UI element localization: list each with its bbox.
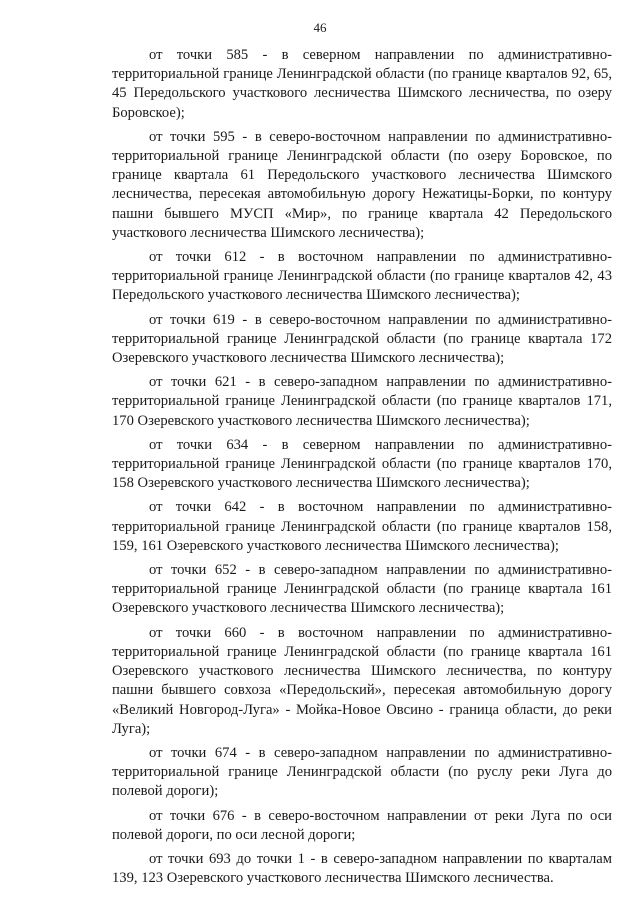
boundary-paragraph-point-676: от точки 676 - в северо-восточном направлении от реки Луга по оси полевой дороги, по оси лесной дороги; bbox=[112, 807, 612, 843]
boundary-paragraph-point-693: от точки 693 до точки 1 - в северо-западном направлении по кварталам 139, 123 Озеревского участкового лесничества Шимского лесничества. bbox=[112, 850, 612, 887]
boundary-paragraph-point-595: от точки 595 - в северо-восточном направлении по административно-территориальной границе Ленинградской области (по озеру Боровское, по границе квартала 61 Передольского участкового лесничества Шимского лесничества, пересекая автомобильную дорогу Нежатицы-Борки, по контуру пашни бывшего МУСП «Мир», по границе квартала 42 Передольского участкового лесничества Шимского лесничества); bbox=[112, 128, 612, 241]
document-body bbox=[112, 46, 612, 888]
boundary-paragraph-point-674: от точки 674 - в северо-западном направлении по административно-территориальной границе Ленинградской области (по руслу реки Луга до полевой дороги); bbox=[112, 744, 612, 800]
boundary-paragraph-point-634: от точки 634 - в северном направлении по административно-территориальной границе Ленинградской области (по границе кварталов 170, 158 Озеревского участкового лесничества Шимского лесничества); bbox=[112, 436, 612, 492]
boundary-paragraph-point-619: от точки 619 - в северо-восточном направлении по административно-территориальной границе Ленинградской области (по границе квартала 172 Озеревского участкового лесничества Шимского лесничества); bbox=[112, 311, 612, 367]
boundary-paragraph-point-642: от точки 642 - в восточном направлении по административно-территориальной границе Ленинградской области (по границе кварталов 158, 159, 161 Озеревского участкового лесничества Шимского лесничества); bbox=[112, 499, 612, 554]
boundary-paragraph-point-585: от точки 585 - в северном направлении по административно-территориальной границе Ленинградской области (по границе кварталов 92, 65, 45 Передольского участкового лесничества Шимского лесничества, по озеру Боровское); bbox=[112, 47, 612, 121]
page-number: 46 bbox=[313, 20, 327, 35]
boundary-paragraph-point-612: от точки 612 - в восточном направлении по административно-территориальной границе Ленинградской области (по границе кварталов 42, 43 Передольского участкового лесничества Шимского лесничества); bbox=[112, 249, 612, 304]
boundary-paragraph-point-660: от точки 660 - в восточном направлении по административно-территориальной границе Ленинградской области (по границе квартала 161 Озеревского участкового лесничества Шимского лесничества, по контуру пашни бывшего совхоза «Передольский», пересекая автомобильную дорогу «Великий Новгород-Луга» - Мойка-Новое Овсино - граница области, до реки Луга); bbox=[112, 624, 612, 737]
boundary-paragraph-point-652: от точки 652 - в северо-западном направлении по административно-территориальной границе Ленинградской области (по границе квартала 161 Озеревского участкового лесничества Шимского лесничества); bbox=[112, 562, 612, 617]
boundary-paragraph-point-621: от точки 621 - в северо-западном направлении по административно-территориальной границе Ленинградской области (по границе кварталов 171, 170 Озеревского участкового лесничества Шимского лесничества); bbox=[112, 374, 612, 429]
